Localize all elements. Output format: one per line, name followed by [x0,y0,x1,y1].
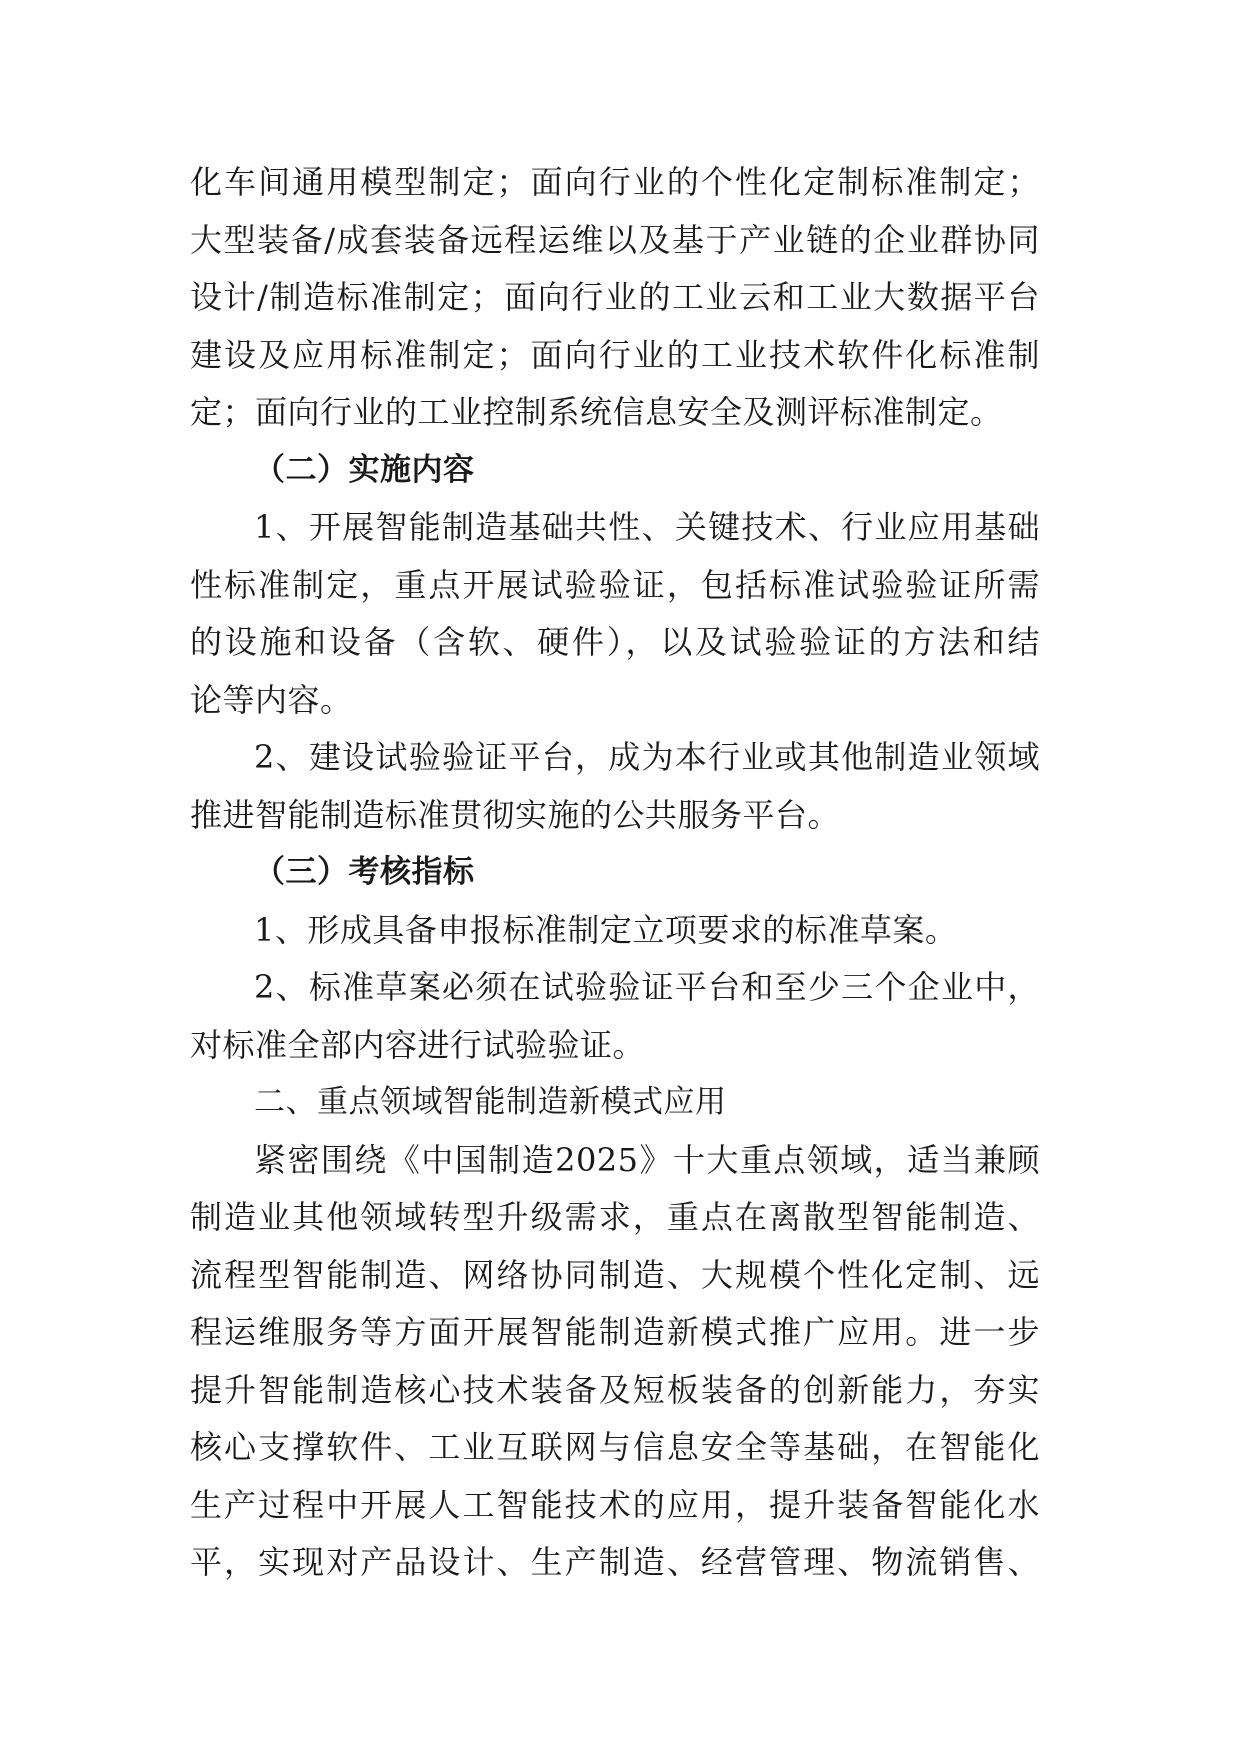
document-page [190,154,1040,1592]
subsection-heading: （三）考核指标 [254,854,475,890]
body-line: 化车间通用模型制定；面向行业的个性化定制标准制定； [190,163,1040,201]
body-line: 2、建设试验验证平台，成为本行业或其他制造业领域 [254,738,1040,776]
body-line: 对标准全部内容进行试验验证。 [190,1025,646,1064]
body-line: 设计/制造标准制定；面向行业的工业云和工业大数据平台 [190,278,1040,316]
body-line: 定；面向行业的工业控制系统信息安全及测评标准制定。 [190,393,1003,431]
body-line: 1、开展智能制造基础共性、关键技术、行业应用基础 [254,508,1040,546]
body-line: 生产过程中开展人工智能技术的应用，提升装备智能化水 [190,1485,1040,1524]
body-line: 性标准制定，重点开展试验验证，包括标准试验验证所需 [190,565,1040,604]
body-line: 论等内容。 [190,680,353,719]
section-heading: 二、重点领域智能制造新模式应用 [254,1084,727,1120]
body-line: 建设及应用标准制定；面向行业的工业技术软件化标准制 [190,335,1040,374]
body-line: 的设施和设备（含软、硬件），以及试验验证的方法和结 [190,623,1040,661]
body-line: 制造业其他领域转型升级需求，重点在离散型智能制造、 [190,1198,1040,1236]
body-line: 1、形成具备申报标准制定立项要求的标准草案。 [254,910,958,949]
body-line: 流程型智能制造、网络协同制造、大规模个性化定制、远 [190,1255,1040,1294]
body-line: 核心支撑软件、工业互联网与信息安全等基础，在智能化 [190,1428,1040,1466]
body-line: 紧密围绕《中国制造2025》十大重点领域，适当兼顾 [254,1140,1040,1179]
body-line: 2、标准草案必须在试验验证平台和至少三个企业中， [254,968,1040,1006]
body-line: 提升智能制造核心技术装备及短板装备的创新能力，夯实 [190,1370,1040,1409]
body-line: 推进智能制造标准贯彻实施的公共服务平台。 [190,795,841,834]
body-line: 大型装备/成套装备远程运维以及基于产业链的企业群协同 [190,220,1040,259]
body-line: 平，实现对产品设计、生产制造、经营管理、物流销售、 [190,1543,1040,1581]
subsection-heading: （二）实施内容 [254,451,475,488]
body-line: 程运维服务等方面开展智能制造新模式推广应用。进一步 [190,1313,1040,1351]
